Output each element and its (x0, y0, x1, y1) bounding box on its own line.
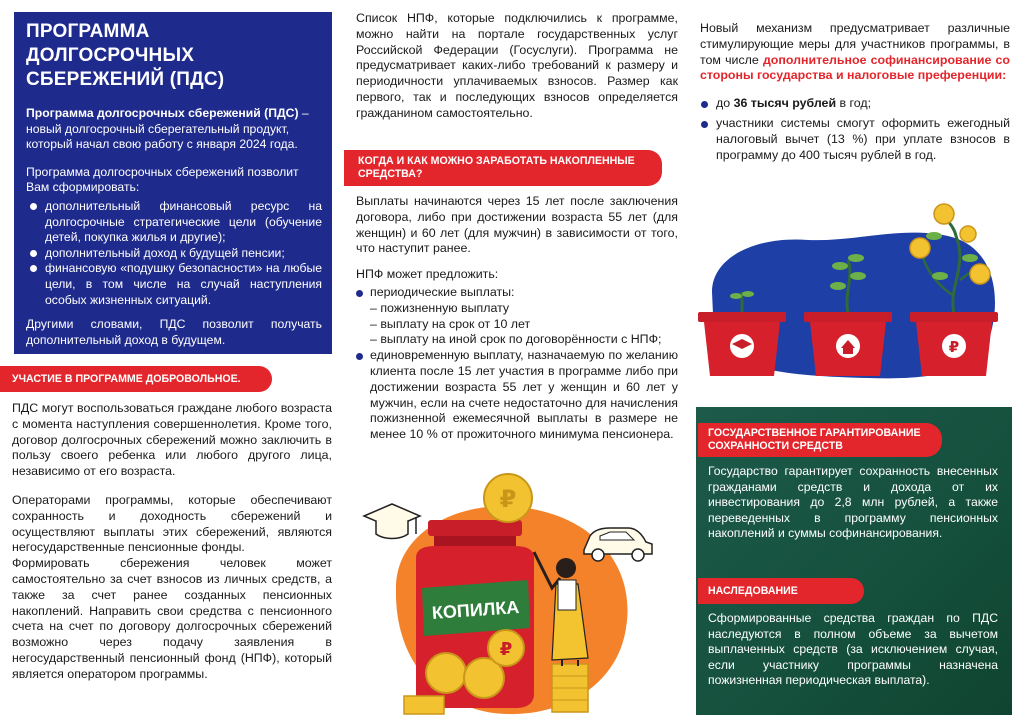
list-item: единовременную выплату, назначаемую по желанию клиента после 15 лет участия в программе либо при достижении возраста 55 лет у женщин и 60 лет у мужчин, если на счете недостаточно для начисления пожизненной ежемесячной выплаты в размере не менее 10 % от прожиточного минимума пенсионера. (356, 348, 678, 443)
when-section (356, 194, 678, 443)
car-icon (584, 528, 652, 561)
pds-intro (26, 106, 322, 153)
when-text: Выплаты начинаются через 15 лет после заключения договора, либо при достижении возраста 55 лет (для женщин) и 60 лет (для мужчин) в зависимости от того, что наступит ранее. (356, 194, 678, 256)
mechanism-text-main: Новый механизм предусматривает различные стимулирующие меры для участников программы, в том числе (700, 21, 1010, 67)
list-item (700, 96, 1010, 112)
ruble-icon: ₽ (948, 338, 960, 356)
pds-intro-rest: – новый долгосрочный сберегательный продукт, который начал свою работу с января 2024 года. (26, 106, 309, 152)
list-item: участники системы смогут оформить ежегодный налоговый вычет (13 %) при уплате взносов в программу до 400 тысяч рублей в год. (700, 116, 1010, 163)
mechanism-list (700, 96, 1010, 163)
npf-list-text: Список НПФ, которые подключились к программе, можно найти на портале государственных услуг Российской Федерации (Госуслуги). Программа не предусматривает каких-либо требований к размеру и периодичности уплачиваемых взносов. Размер как первого, так и последующих взносов определяется гражданином самостоятельно. (356, 11, 678, 120)
pds-benefits-list (26, 199, 322, 308)
mechanism-text (700, 21, 1010, 84)
voluntary-para-3: Формировать сбережения человек может самостоятельно за счет взносов из личных средств, а также за счет ранее созданных пенсионных накоплений. Направить свои средства с пенсионного счета на счет по договору долгосрочных сбережений возможно через подачу заявления в негосударственный пенсионный фонд (НПФ), который является оператором программы. (12, 556, 332, 681)
inheritance-text: Сформированные средства граждан по ПДС наследуются в полном объеме за вычетом выплаченных средств (за исключением случая, если участнику программы назначена пожизненная периодическая выплата). (708, 611, 998, 688)
mechanism-text-highlight: дополнительное софинансирование со стороны государства и налоговые преференции: (700, 52, 1010, 83)
ruble-icon: ₽ (499, 485, 517, 513)
graduation-cap-icon (364, 504, 420, 539)
pds-intro-panel (14, 12, 332, 354)
pds-outro: Другими словами, ПДС позволит получать дополнительный доход в будущем. (26, 317, 322, 347)
cofinancing-suffix: в год; (836, 96, 872, 111)
voluntary-section (12, 401, 332, 683)
top-coin (484, 474, 532, 522)
jar-label: КОПИЛКА (431, 596, 520, 624)
list-item: дополнительный доход к будущей пенсии; (26, 246, 322, 262)
guarantee-tag: ГОСУДАРСТВЕННОЕ ГАРАНТИРОВАНИЕ СОХРАННОСТИ СРЕДСТВ (698, 423, 942, 457)
ruble-icon: ₽ (499, 639, 513, 660)
pds-title: ПРОГРАММА ДОЛГОСРОЧНЫХ СБЕРЕЖЕНИЙ (ПДС) (26, 21, 225, 90)
pds-lead: Программа долгосрочных сбережений позволит Вам сформировать: (26, 164, 299, 195)
cofinancing-prefix: до (716, 96, 734, 111)
npf-offer-list (356, 285, 678, 443)
guarantee-text: Государство гарантирует сохранность внесенных гражданами средств и дохода от их инвестирования до 2,8 млн рублей, а также переведенных в программу пенсионных накоплений и суммы софинансирования. (708, 464, 998, 541)
npf-offer-lead: НПФ может предложить: (356, 267, 499, 282)
inheritance-tag: НАСЛЕДОВАНИЕ (698, 578, 864, 604)
list-item: периодические выплаты: (356, 285, 678, 301)
list-item: финансовую «подушку безопасности» на любые цели, в том числе на случай наступления особых жизненных ситуаций. (26, 261, 322, 308)
voluntary-tag: УЧАСТИЕ В ПРОГРАММЕ ДОБРОВОЛЬНОЕ. (0, 366, 272, 392)
list-item: дополнительный финансовый ресурс на долгосрочные стратегические цели (обучение детей, покупка жилья и другие); (26, 199, 322, 246)
list-item: – пожизненную выплату (370, 300, 510, 315)
voluntary-para-1: ПДС могут воспользоваться граждане любого возраста с момента наступления совершеннолетия. Кроме того, договор долгосрочных сбережений можно заключить в пользу своего ребенка или любого другого лица, независимо от его возраста. (12, 401, 332, 479)
piggy-jar-illustration (356, 468, 666, 718)
list-item: – выплату на иной срок по договорённости с НПФ; (370, 332, 662, 347)
cofinancing-amount: 36 тысяч рублей (733, 96, 837, 111)
list-item: – выплату на срок от 10 лет (370, 316, 531, 331)
voluntary-para-2: Операторами программы, которые обеспечивают сохранность и доходность сбережений и осуществляют выплаты этих сбережений, являются негосударственные пенсионные фонды. (12, 492, 332, 555)
pds-intro-bold: Программа долгосрочных сбережений (ПДС) (26, 106, 299, 120)
growing-pots-illustration (698, 196, 1010, 386)
mechanism-section (700, 21, 1010, 167)
when-tag: КОГДА И КАК МОЖНО ЗАРАБОТАТЬ НАКОПЛЕННЫЕ СРЕДСТВА? (344, 150, 662, 186)
